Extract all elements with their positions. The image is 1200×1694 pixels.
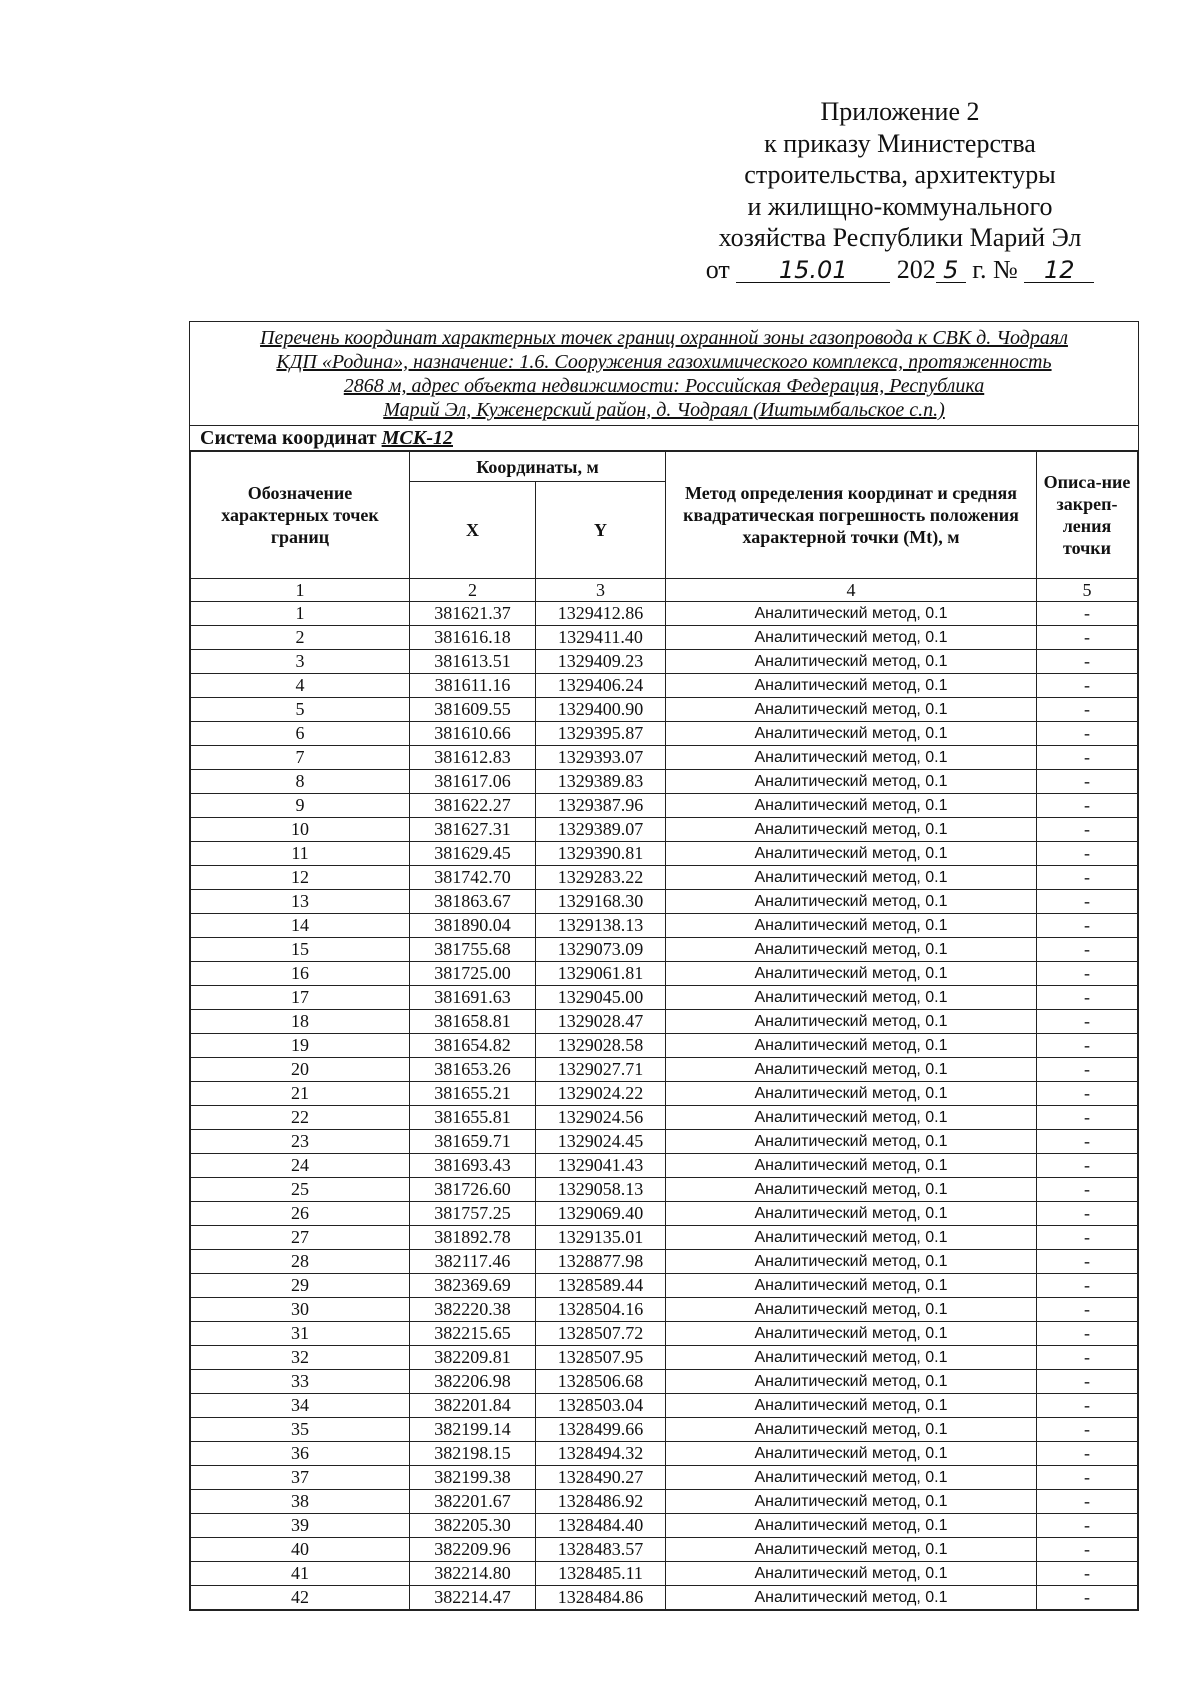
method: Аналитический метод, 0.1 xyxy=(666,794,1037,818)
coord-y: 1329390.81 xyxy=(536,842,666,866)
coord-y: 1329041.43 xyxy=(536,1154,666,1178)
point-number: 24 xyxy=(191,1154,410,1178)
coord-y: 1328503.04 xyxy=(536,1394,666,1418)
coord-x: 381863.67 xyxy=(410,890,536,914)
coord-x: 381612.83 xyxy=(410,746,536,770)
point-number: 38 xyxy=(191,1490,410,1514)
fixation-description: - xyxy=(1037,1010,1138,1034)
point-number: 23 xyxy=(191,1130,410,1154)
coord-x: 381653.26 xyxy=(410,1058,536,1082)
table-row xyxy=(191,746,1138,770)
coordinate-system xyxy=(190,426,1138,451)
point-number: 1 xyxy=(191,602,410,626)
method: Аналитический метод, 0.1 xyxy=(666,1538,1037,1562)
method: Аналитический метод, 0.1 xyxy=(666,1514,1037,1538)
coordinates-table xyxy=(190,451,1138,1610)
coord-y: 1329393.07 xyxy=(536,746,666,770)
table-row xyxy=(191,1250,1138,1274)
coord-y: 1329283.22 xyxy=(536,866,666,890)
coord-y: 1328484.86 xyxy=(536,1586,666,1610)
coord-y: 1329409.23 xyxy=(536,650,666,674)
column-number: 1 xyxy=(191,579,410,602)
method: Аналитический метод, 0.1 xyxy=(666,1586,1037,1610)
fixation-description: - xyxy=(1037,1058,1138,1082)
coord-x: 381613.51 xyxy=(410,650,536,674)
table-row xyxy=(191,1226,1138,1250)
method: Аналитический метод, 0.1 xyxy=(666,1562,1037,1586)
point-number: 17 xyxy=(191,986,410,1010)
table-row xyxy=(191,1082,1138,1106)
point-number: 34 xyxy=(191,1394,410,1418)
table-row xyxy=(191,794,1138,818)
method: Аналитический метод, 0.1 xyxy=(666,914,1037,938)
method: Аналитический метод, 0.1 xyxy=(666,1298,1037,1322)
coord-x: 381892.78 xyxy=(410,1226,536,1250)
method: Аналитический метод, 0.1 xyxy=(666,746,1037,770)
header-y: Y xyxy=(536,482,666,579)
table-row xyxy=(191,698,1138,722)
fixation-description: - xyxy=(1037,1514,1138,1538)
method: Аналитический метод, 0.1 xyxy=(666,1394,1037,1418)
method: Аналитический метод, 0.1 xyxy=(666,1010,1037,1034)
point-number: 39 xyxy=(191,1514,410,1538)
coord-x: 381691.63 xyxy=(410,986,536,1010)
coord-x: 381611.16 xyxy=(410,674,536,698)
method: Аналитический метод, 0.1 xyxy=(666,674,1037,698)
fixation-description: - xyxy=(1037,1082,1138,1106)
table-row xyxy=(191,626,1138,650)
header-description: Описа-ние закреп-ления точки xyxy=(1037,452,1138,579)
fixation-description: - xyxy=(1037,1106,1138,1130)
coord-x: 381658.81 xyxy=(410,1010,536,1034)
coordinate-system-value: МСК-12 xyxy=(381,427,453,449)
fixation-description: - xyxy=(1037,1490,1138,1514)
coord-x: 381725.00 xyxy=(410,962,536,986)
appendix-title: Приложение 2 xyxy=(820,97,980,126)
order-line-1: к приказу Министерства xyxy=(764,128,1036,158)
point-number: 42 xyxy=(191,1586,410,1610)
fixation-description: - xyxy=(1037,626,1138,650)
coord-y: 1329387.96 xyxy=(536,794,666,818)
method: Аналитический метод, 0.1 xyxy=(666,1178,1037,1202)
coord-y: 1329061.81 xyxy=(536,962,666,986)
coord-x: 382198.15 xyxy=(410,1442,536,1466)
method: Аналитический метод, 0.1 xyxy=(666,1442,1037,1466)
point-number: 29 xyxy=(191,1274,410,1298)
point-number: 2 xyxy=(191,626,410,650)
table-title-line: Марий Эл, Куженерский район, д. Чодраял (Иштымбальское с.п.) xyxy=(383,399,945,421)
fixation-description: - xyxy=(1037,1370,1138,1394)
method: Аналитический метод, 0.1 xyxy=(666,722,1037,746)
point-number: 27 xyxy=(191,1226,410,1250)
method: Аналитический метод, 0.1 xyxy=(666,1370,1037,1394)
point-number: 8 xyxy=(191,770,410,794)
table-title-line: 2868 м, адрес объекта недвижимости: Российская Федерация, Республика xyxy=(343,375,985,397)
table-row xyxy=(191,1466,1138,1490)
method: Аналитический метод, 0.1 xyxy=(666,1250,1037,1274)
fixation-description: - xyxy=(1037,770,1138,794)
coord-x: 381726.60 xyxy=(410,1178,536,1202)
method: Аналитический метод, 0.1 xyxy=(666,602,1037,626)
coord-x: 382206.98 xyxy=(410,1370,536,1394)
point-number: 21 xyxy=(191,1082,410,1106)
coord-y: 1329395.87 xyxy=(536,722,666,746)
fixation-description: - xyxy=(1037,818,1138,842)
coord-x: 382199.38 xyxy=(410,1466,536,1490)
point-number: 35 xyxy=(191,1418,410,1442)
point-number: 16 xyxy=(191,962,410,986)
point-number: 18 xyxy=(191,1010,410,1034)
table-row xyxy=(191,1058,1138,1082)
coord-y: 1328589.44 xyxy=(536,1274,666,1298)
point-number: 7 xyxy=(191,746,410,770)
from-label: от xyxy=(705,254,730,284)
point-number: 33 xyxy=(191,1370,410,1394)
coord-y: 1329411.40 xyxy=(536,626,666,650)
method: Аналитический метод, 0.1 xyxy=(666,650,1037,674)
method: Аналитический метод, 0.1 xyxy=(666,1346,1037,1370)
method: Аналитический метод, 0.1 xyxy=(666,1106,1037,1130)
coord-y: 1329168.30 xyxy=(536,890,666,914)
table-row xyxy=(191,1010,1138,1034)
order-line-2: строительства, архитектуры xyxy=(744,160,1056,189)
fixation-description: - xyxy=(1037,962,1138,986)
coord-y: 1328506.68 xyxy=(536,1370,666,1394)
point-number: 6 xyxy=(191,722,410,746)
coord-x: 381742.70 xyxy=(410,866,536,890)
table-title-line: КДП «Родина», назначение: 1.6. Сооружения газохимического комплекса, протяженность xyxy=(276,351,1052,373)
table-row xyxy=(191,1370,1138,1394)
table-row xyxy=(191,962,1138,986)
table-row xyxy=(191,1562,1138,1586)
coord-x: 382214.80 xyxy=(410,1562,536,1586)
fixation-description: - xyxy=(1037,986,1138,1010)
coord-y: 1329024.45 xyxy=(536,1130,666,1154)
point-number: 41 xyxy=(191,1562,410,1586)
table-row xyxy=(191,1514,1138,1538)
fixation-description: - xyxy=(1037,1538,1138,1562)
coord-y: 1329400.90 xyxy=(536,698,666,722)
point-number: 25 xyxy=(191,1178,410,1202)
coord-y: 1329412.86 xyxy=(536,602,666,626)
coord-x: 382220.38 xyxy=(410,1298,536,1322)
coord-x: 381621.37 xyxy=(410,602,536,626)
point-number: 5 xyxy=(191,698,410,722)
method: Аналитический метод, 0.1 xyxy=(666,1154,1037,1178)
method: Аналитический метод, 0.1 xyxy=(666,962,1037,986)
coord-x: 381693.43 xyxy=(410,1154,536,1178)
table-row xyxy=(191,722,1138,746)
point-number: 32 xyxy=(191,1346,410,1370)
coord-y: 1329024.56 xyxy=(536,1106,666,1130)
coord-x: 381627.31 xyxy=(410,818,536,842)
coord-y: 1328490.27 xyxy=(536,1466,666,1490)
handwritten-order-number: 12 xyxy=(1024,258,1094,283)
fixation-description: - xyxy=(1037,650,1138,674)
method: Аналитический метод, 0.1 xyxy=(666,890,1037,914)
point-number: 28 xyxy=(191,1250,410,1274)
point-number: 9 xyxy=(191,794,410,818)
order-line-3: и жилищно-коммунального xyxy=(747,191,1053,221)
fixation-description: - xyxy=(1037,1154,1138,1178)
method: Аналитический метод, 0.1 xyxy=(666,1082,1037,1106)
point-number: 22 xyxy=(191,1106,410,1130)
point-number: 12 xyxy=(191,866,410,890)
order-date-line xyxy=(690,254,1110,286)
fixation-description: - xyxy=(1037,1346,1138,1370)
fixation-description: - xyxy=(1037,698,1138,722)
table-row xyxy=(191,914,1138,938)
method: Аналитический метод, 0.1 xyxy=(666,1202,1037,1226)
point-number: 20 xyxy=(191,1058,410,1082)
coord-y: 1329058.13 xyxy=(536,1178,666,1202)
column-number: 5 xyxy=(1037,579,1138,602)
coord-x: 382201.67 xyxy=(410,1490,536,1514)
table-row xyxy=(191,674,1138,698)
coord-y: 1328507.72 xyxy=(536,1322,666,1346)
fixation-description: - xyxy=(1037,722,1138,746)
method: Аналитический метод, 0.1 xyxy=(666,986,1037,1010)
table-row xyxy=(191,1202,1138,1226)
point-number: 3 xyxy=(191,650,410,674)
fixation-description: - xyxy=(1037,1178,1138,1202)
coord-y: 1329027.71 xyxy=(536,1058,666,1082)
fixation-description: - xyxy=(1037,1274,1138,1298)
fixation-description: - xyxy=(1037,602,1138,626)
header-coordinates: Координаты, м xyxy=(410,452,666,482)
table-title xyxy=(190,322,1138,426)
table-row xyxy=(191,986,1138,1010)
fixation-description: - xyxy=(1037,1298,1138,1322)
fixation-description: - xyxy=(1037,1226,1138,1250)
table-row xyxy=(191,1034,1138,1058)
coord-x: 381629.45 xyxy=(410,842,536,866)
header-method: Метод определения координат и средняя квадратическая погрешность положения характерной точки (Mt), м xyxy=(666,452,1037,579)
fixation-description: - xyxy=(1037,1442,1138,1466)
fixation-description: - xyxy=(1037,1586,1138,1610)
table-row xyxy=(191,818,1138,842)
method: Аналитический метод, 0.1 xyxy=(666,1226,1037,1250)
coord-x: 382117.46 xyxy=(410,1250,536,1274)
coord-y: 1329406.24 xyxy=(536,674,666,698)
table-row xyxy=(191,1586,1138,1610)
coord-x: 382201.84 xyxy=(410,1394,536,1418)
point-number: 10 xyxy=(191,818,410,842)
point-number: 40 xyxy=(191,1538,410,1562)
fixation-description: - xyxy=(1037,914,1138,938)
method: Аналитический метод, 0.1 xyxy=(666,842,1037,866)
coord-y: 1329135.01 xyxy=(536,1226,666,1250)
coord-x: 381609.55 xyxy=(410,698,536,722)
coord-y: 1329045.00 xyxy=(536,986,666,1010)
fixation-description: - xyxy=(1037,746,1138,770)
coord-y: 1328485.11 xyxy=(536,1562,666,1586)
coord-y: 1329024.22 xyxy=(536,1082,666,1106)
point-number: 26 xyxy=(191,1202,410,1226)
table-body xyxy=(191,602,1138,1610)
coord-y: 1329028.58 xyxy=(536,1034,666,1058)
table-row xyxy=(191,890,1138,914)
coord-x: 382215.65 xyxy=(410,1322,536,1346)
method: Аналитический метод, 0.1 xyxy=(666,1274,1037,1298)
method: Аналитический метод, 0.1 xyxy=(666,698,1037,722)
table-row xyxy=(191,938,1138,962)
fixation-description: - xyxy=(1037,1202,1138,1226)
point-number: 30 xyxy=(191,1298,410,1322)
table-row xyxy=(191,1130,1138,1154)
method: Аналитический метод, 0.1 xyxy=(666,1322,1037,1346)
point-number: 15 xyxy=(191,938,410,962)
method: Аналитический метод, 0.1 xyxy=(666,1130,1037,1154)
coord-x: 381755.68 xyxy=(410,938,536,962)
table-row xyxy=(191,1178,1138,1202)
method: Аналитический метод, 0.1 xyxy=(666,1466,1037,1490)
coord-y: 1328499.66 xyxy=(536,1418,666,1442)
coord-x: 381655.81 xyxy=(410,1106,536,1130)
coordinates-table-block xyxy=(189,321,1139,1611)
column-number-row xyxy=(191,579,1138,602)
table-row xyxy=(191,1298,1138,1322)
coord-x: 381655.21 xyxy=(410,1082,536,1106)
handwritten-date: 15.01 xyxy=(736,258,890,283)
table-row xyxy=(191,1106,1138,1130)
coord-y: 1328507.95 xyxy=(536,1346,666,1370)
table-row xyxy=(191,1322,1138,1346)
method: Аналитический метод, 0.1 xyxy=(666,770,1037,794)
point-number: 4 xyxy=(191,674,410,698)
fixation-description: - xyxy=(1037,866,1138,890)
fixation-description: - xyxy=(1037,794,1138,818)
coord-x: 382214.47 xyxy=(410,1586,536,1610)
coord-y: 1328504.16 xyxy=(536,1298,666,1322)
fixation-description: - xyxy=(1037,938,1138,962)
coord-x: 381617.06 xyxy=(410,770,536,794)
coord-y: 1328877.98 xyxy=(536,1250,666,1274)
coord-y: 1329138.13 xyxy=(536,914,666,938)
method: Аналитический метод, 0.1 xyxy=(666,1490,1037,1514)
table-row xyxy=(191,650,1138,674)
fixation-description: - xyxy=(1037,1130,1138,1154)
table-row xyxy=(191,1154,1138,1178)
fixation-description: - xyxy=(1037,1466,1138,1490)
order-line-4: хозяйства Республики Марий Эл xyxy=(718,223,1082,252)
point-number: 31 xyxy=(191,1322,410,1346)
method: Аналитический метод, 0.1 xyxy=(666,1034,1037,1058)
coord-y: 1328483.57 xyxy=(536,1538,666,1562)
handwritten-year: 5 xyxy=(936,258,966,283)
column-number: 2 xyxy=(410,579,536,602)
fixation-description: - xyxy=(1037,1562,1138,1586)
point-number: 37 xyxy=(191,1466,410,1490)
header-x: X xyxy=(410,482,536,579)
fixation-description: - xyxy=(1037,674,1138,698)
fixation-description: - xyxy=(1037,1394,1138,1418)
coord-y: 1328486.92 xyxy=(536,1490,666,1514)
coord-x: 381890.04 xyxy=(410,914,536,938)
fixation-description: - xyxy=(1037,1250,1138,1274)
coord-y: 1328484.40 xyxy=(536,1514,666,1538)
table-row xyxy=(191,1490,1138,1514)
coord-x: 382209.81 xyxy=(410,1346,536,1370)
table-title-line: Перечень координат характерных точек границ охранной зоны газопровода к СВК д. Чодраял xyxy=(260,327,1068,349)
number-label: г. № xyxy=(972,254,1018,284)
fixation-description: - xyxy=(1037,842,1138,866)
coord-x: 381659.71 xyxy=(410,1130,536,1154)
table-row xyxy=(191,602,1138,626)
coord-y: 1329389.83 xyxy=(536,770,666,794)
table-row xyxy=(191,1346,1138,1370)
coord-x: 382205.30 xyxy=(410,1514,536,1538)
coordinate-system-label: Система координат xyxy=(200,427,377,449)
column-number: 4 xyxy=(666,579,1037,602)
appendix-header xyxy=(690,96,1110,285)
table-row xyxy=(191,770,1138,794)
coord-x: 382209.96 xyxy=(410,1538,536,1562)
coord-x: 381654.82 xyxy=(410,1034,536,1058)
method: Аналитический метод, 0.1 xyxy=(666,818,1037,842)
coord-x: 381610.66 xyxy=(410,722,536,746)
fixation-description: - xyxy=(1037,1034,1138,1058)
table-row xyxy=(191,1274,1138,1298)
table-row xyxy=(191,842,1138,866)
method: Аналитический метод, 0.1 xyxy=(666,866,1037,890)
coord-y: 1329069.40 xyxy=(536,1202,666,1226)
point-number: 11 xyxy=(191,842,410,866)
method: Аналитический метод, 0.1 xyxy=(666,626,1037,650)
point-number: 14 xyxy=(191,914,410,938)
point-number: 36 xyxy=(191,1442,410,1466)
coord-x: 382369.69 xyxy=(410,1274,536,1298)
coord-x: 381622.27 xyxy=(410,794,536,818)
coord-x: 382199.14 xyxy=(410,1418,536,1442)
table-row xyxy=(191,866,1138,890)
point-number: 13 xyxy=(191,890,410,914)
table-row xyxy=(191,1418,1138,1442)
table-row xyxy=(191,1538,1138,1562)
fixation-description: - xyxy=(1037,890,1138,914)
method: Аналитический метод, 0.1 xyxy=(666,1418,1037,1442)
coord-x: 381757.25 xyxy=(410,1202,536,1226)
method: Аналитический метод, 0.1 xyxy=(666,938,1037,962)
fixation-description: - xyxy=(1037,1322,1138,1346)
coord-x: 381616.18 xyxy=(410,626,536,650)
column-number: 3 xyxy=(536,579,666,602)
table-row xyxy=(191,1394,1138,1418)
header-point: Обозначение характерных точек границ xyxy=(191,452,410,579)
coord-y: 1328494.32 xyxy=(536,1442,666,1466)
coord-y: 1329028.47 xyxy=(536,1010,666,1034)
coord-y: 1329389.07 xyxy=(536,818,666,842)
coord-y: 1329073.09 xyxy=(536,938,666,962)
year-prefix: 202 xyxy=(896,254,936,284)
method: Аналитический метод, 0.1 xyxy=(666,1058,1037,1082)
table-row xyxy=(191,1442,1138,1466)
fixation-description: - xyxy=(1037,1418,1138,1442)
point-number: 19 xyxy=(191,1034,410,1058)
